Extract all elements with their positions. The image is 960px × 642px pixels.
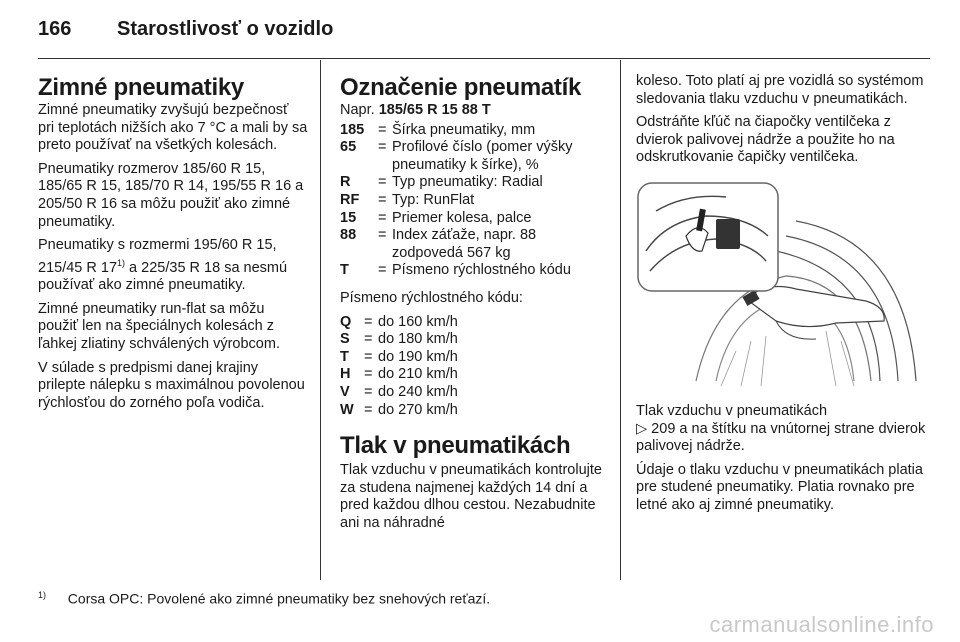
designation-code: R [340,174,351,191]
designation-equals: = [378,262,387,279]
heading-winter-tyres: Zimné pneumatiky [38,74,244,101]
column-pressure-continued [636,73,936,521]
designation-meaning: Šírka pneumatiky, mm [392,121,536,138]
speed-code: H [340,366,351,383]
footnote-mark: 1) [38,590,47,600]
column-winter-tyres [38,73,308,418]
header-rule [38,58,930,59]
valve-key-illustration [636,181,921,391]
speed-code: V [340,383,350,400]
speed-meaning: do 180 km/h [378,331,458,348]
heading-tyre-pressure: Tlak v pneumatikách [340,432,571,460]
speed-code: T [340,348,349,365]
example-line: Napr. 185/65 R 15 88 T [340,102,491,118]
footnote-ref: 1) [117,257,126,268]
speed-equals: = [364,366,373,383]
designation-meaning: Profilové číslo (pomer výšky pneumatiky k šírke), % [392,139,573,173]
paragraph-pressure-ref: Tlak vzduchu v pneumatikách ▷ 209 a na štítku na vnútornej strane dvierok palivovej nádrže. [636,402,926,455]
speed-meaning: do 270 km/h [378,401,458,418]
designation-code: 65 [340,139,357,156]
designation-code: T [340,262,349,279]
footnote-text: Corsa OPC: Povolené ako zimné pneumatiky bez snehových reťazí. [67,590,491,607]
page-number: 166 [38,18,72,40]
speed-meaning: do 240 km/h [378,383,458,400]
speed-meaning: do 210 km/h [378,366,458,383]
designation-code: RF [340,191,360,208]
speed-code: W [340,401,354,418]
designation-equals: = [378,174,387,191]
designation-equals: = [378,121,387,138]
triangle-right-icon: ▷ [636,420,648,437]
designation-equals: = [378,191,387,208]
speed-equals: = [364,331,373,348]
paragraph-2: Pneumatiky rozmerov 185/60 R 15, 185/65 R 15, 185/70 R 14, 195/55 R 16 a 205/50 R 16 sa môžu použiť ako zimné pneumatiky. [38,160,304,230]
designation-code: 15 [340,209,357,226]
designation-codes [340,122,610,280]
paragraph-4: Zimné pneumatiky run-flat sa môžu použiť len na špeciálnych kolesách z ľahkej zliatiny schválených výrobcom. [38,300,280,352]
speed-intro: Písmeno rýchlostného kódu: [340,289,523,306]
designation-equals: = [378,139,387,156]
designation-meaning: Index záťaže, napr. 88 zodpovedá 567 kg [392,227,537,261]
designation-code: 88 [340,227,357,244]
column-divider-1 [320,60,321,580]
designation-meaning: Typ pneumatiky: Radial [392,174,543,191]
speed-equals: = [364,401,373,418]
speed-meaning: do 160 km/h [378,313,458,330]
illustration-drawing [636,181,921,391]
speed-equals: = [364,383,373,400]
speed-code: S [340,331,350,348]
designation-code: 185 [340,121,365,138]
paragraph-continued: koleso. Toto platí aj pre vozidlá so systémom sledovania tlaku vzduchu v pneumatikách. [636,73,924,107]
heading-tyre-designation: Označenie pneumatík [340,74,582,101]
designation-meaning: Typ: RunFlat [392,191,475,208]
designation-meaning: Písmeno rýchlostného kódu [392,262,571,279]
paragraph-3: Pneumatiky s rozmermi 195/60 R 15, 215/45 R 17$^{1)}$ a 225/35 R 18 sa nesmú používať ako zimné pneumatiky. [38,237,288,294]
speed-meaning: do 190 km/h [378,348,458,365]
speed-codes [340,314,610,420]
column-divider-2 [620,60,621,580]
watermark: carmanualsonline.info [709,612,934,637]
paragraph-valve-key: Odstráňte kľúč na čiapočky ventilčeka z dvierok palivovej nádrže a použite ho na odskrutkovanie čapičky ventilčeka. [636,114,895,166]
paragraph-pressure-data: Údaje o tlaku vzduchu v pneumatikách platia pre studené pneumatiky. Platia rovnako pre letné ako aj zimné pneumatiky. [636,461,923,513]
speed-equals: = [364,313,373,330]
footnote [38,590,490,607]
designation-equals: = [378,227,387,244]
pressure-paragraph: Tlak vzduchu v pneumatikách kontrolujte za studena najmenej každých 14 dní a pred každou dlhou cestou. Nezabudnite ani na náhradné [340,462,602,531]
speed-code: Q [340,313,352,330]
designation-meaning: Priemer kolesa, palce [392,209,532,226]
speed-equals: = [364,348,373,365]
paragraph-5: V súlade s predpismi danej krajiny prilepte nálepku s maximálnou povolenou rýchlosťou do zorného poľa vodiča. [38,359,305,411]
section-title: Starostlivosť o vozidlo [117,18,334,40]
page-header [0,0,960,60]
designation-equals: = [378,209,387,226]
paragraph-1: Zimné pneumatiky zvyšujú bezpečnosť pri teplotách nižších ako 7 °C a mali by sa preto používať na všetkých kolesách. [38,102,308,154]
column-tyre-designation [340,73,610,538]
